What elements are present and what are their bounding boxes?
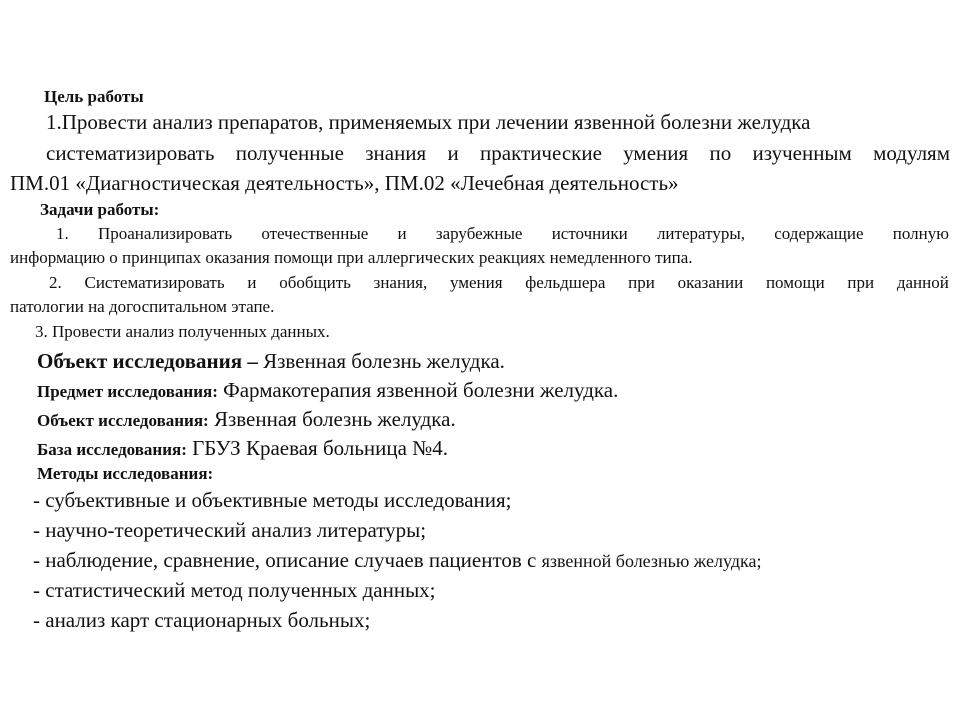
- method-item-4: - статистический метод полученных данных;: [33, 578, 436, 602]
- method-item-3: [33, 550, 761, 571]
- goal-line-2: [46, 143, 950, 164]
- word: по: [709, 141, 732, 165]
- task-3: 3. Провести анализ полученных данных.: [35, 322, 330, 341]
- word: умения: [449, 273, 503, 292]
- word: источники: [551, 224, 628, 243]
- method-item-3-main: - наблюдение, сравнение, описание случаев пациентов с: [33, 548, 542, 572]
- research-object-1-label: Объект исследования –: [37, 349, 258, 373]
- method-item-3-small: язвенной болезнью желудка;: [541, 551, 762, 571]
- word: модулям: [873, 141, 950, 165]
- method-item-1: - субъективные и объективные методы исследования;: [33, 488, 512, 512]
- word: помощи: [765, 273, 825, 292]
- research-base-label: База исследования:: [37, 440, 187, 459]
- word: при: [847, 273, 875, 292]
- word: оказании: [677, 273, 744, 292]
- word: литературы,: [656, 224, 745, 243]
- word: 1.: [56, 224, 69, 243]
- research-subject-value: Фармакотерапия язвенной болезни желудка.: [217, 378, 619, 402]
- research-subject-label: Предмет исследования:: [37, 382, 218, 401]
- word: и: [397, 224, 407, 243]
- word: обобщить: [279, 273, 351, 292]
- word: изученным: [752, 141, 852, 165]
- method-item-2: - научно-теоретический анализ литературы;: [33, 518, 427, 542]
- task-2-line-1: [49, 274, 949, 291]
- task-1-line-2: информацию о принципах оказания помощи при аллергических реакциях немедленного типа.: [10, 248, 693, 267]
- research-base: [37, 438, 448, 459]
- word: систематизировать: [46, 141, 215, 165]
- research-subject: [37, 380, 618, 401]
- task-2-line-2: патологии на догоспитальном этапе.: [10, 297, 275, 316]
- word: и: [447, 141, 459, 165]
- word: отечественные: [261, 224, 369, 243]
- word: при: [628, 273, 655, 292]
- word: знания,: [373, 273, 428, 292]
- word: содержащие: [774, 224, 864, 243]
- goal-line-1: 1.Провести анализ препаратов, применяемых при лечении язвенной болезни желудка: [46, 110, 811, 134]
- word: полученные: [235, 141, 344, 165]
- word: данной: [896, 273, 949, 292]
- word: Проанализировать: [97, 224, 233, 243]
- goal-heading: Цель работы: [44, 87, 144, 106]
- goal-line-3: ПМ.01 «Диагностическая деятельность», ПМ.02 «Лечебная деятельность»: [10, 171, 679, 195]
- tasks-heading: Задачи работы:: [40, 200, 160, 219]
- method-item-5: - анализ карт стационарных больных;: [33, 608, 371, 632]
- task-1-line-1: [56, 225, 949, 242]
- research-object-2-value: Язвенная болезнь желудка.: [208, 407, 456, 431]
- research-object-2: [37, 409, 456, 430]
- word: умения: [623, 141, 689, 165]
- research-object-1-value: Язвенная болезнь желудка.: [257, 349, 505, 373]
- word: и: [247, 273, 257, 292]
- word: практические: [480, 141, 602, 165]
- word: 2.: [49, 273, 62, 292]
- research-object-1: [37, 351, 505, 372]
- word: зарубежные: [435, 224, 523, 243]
- word: знания: [365, 141, 427, 165]
- word: фельдшера: [525, 273, 606, 292]
- research-object-2-label: Объект исследования:: [37, 411, 209, 430]
- word: Систематизировать: [84, 273, 225, 292]
- research-base-value: ГБУЗ Краевая больница №4.: [186, 436, 449, 460]
- research-methods-label: Методы исследования:: [37, 464, 214, 483]
- word: полную: [892, 224, 949, 243]
